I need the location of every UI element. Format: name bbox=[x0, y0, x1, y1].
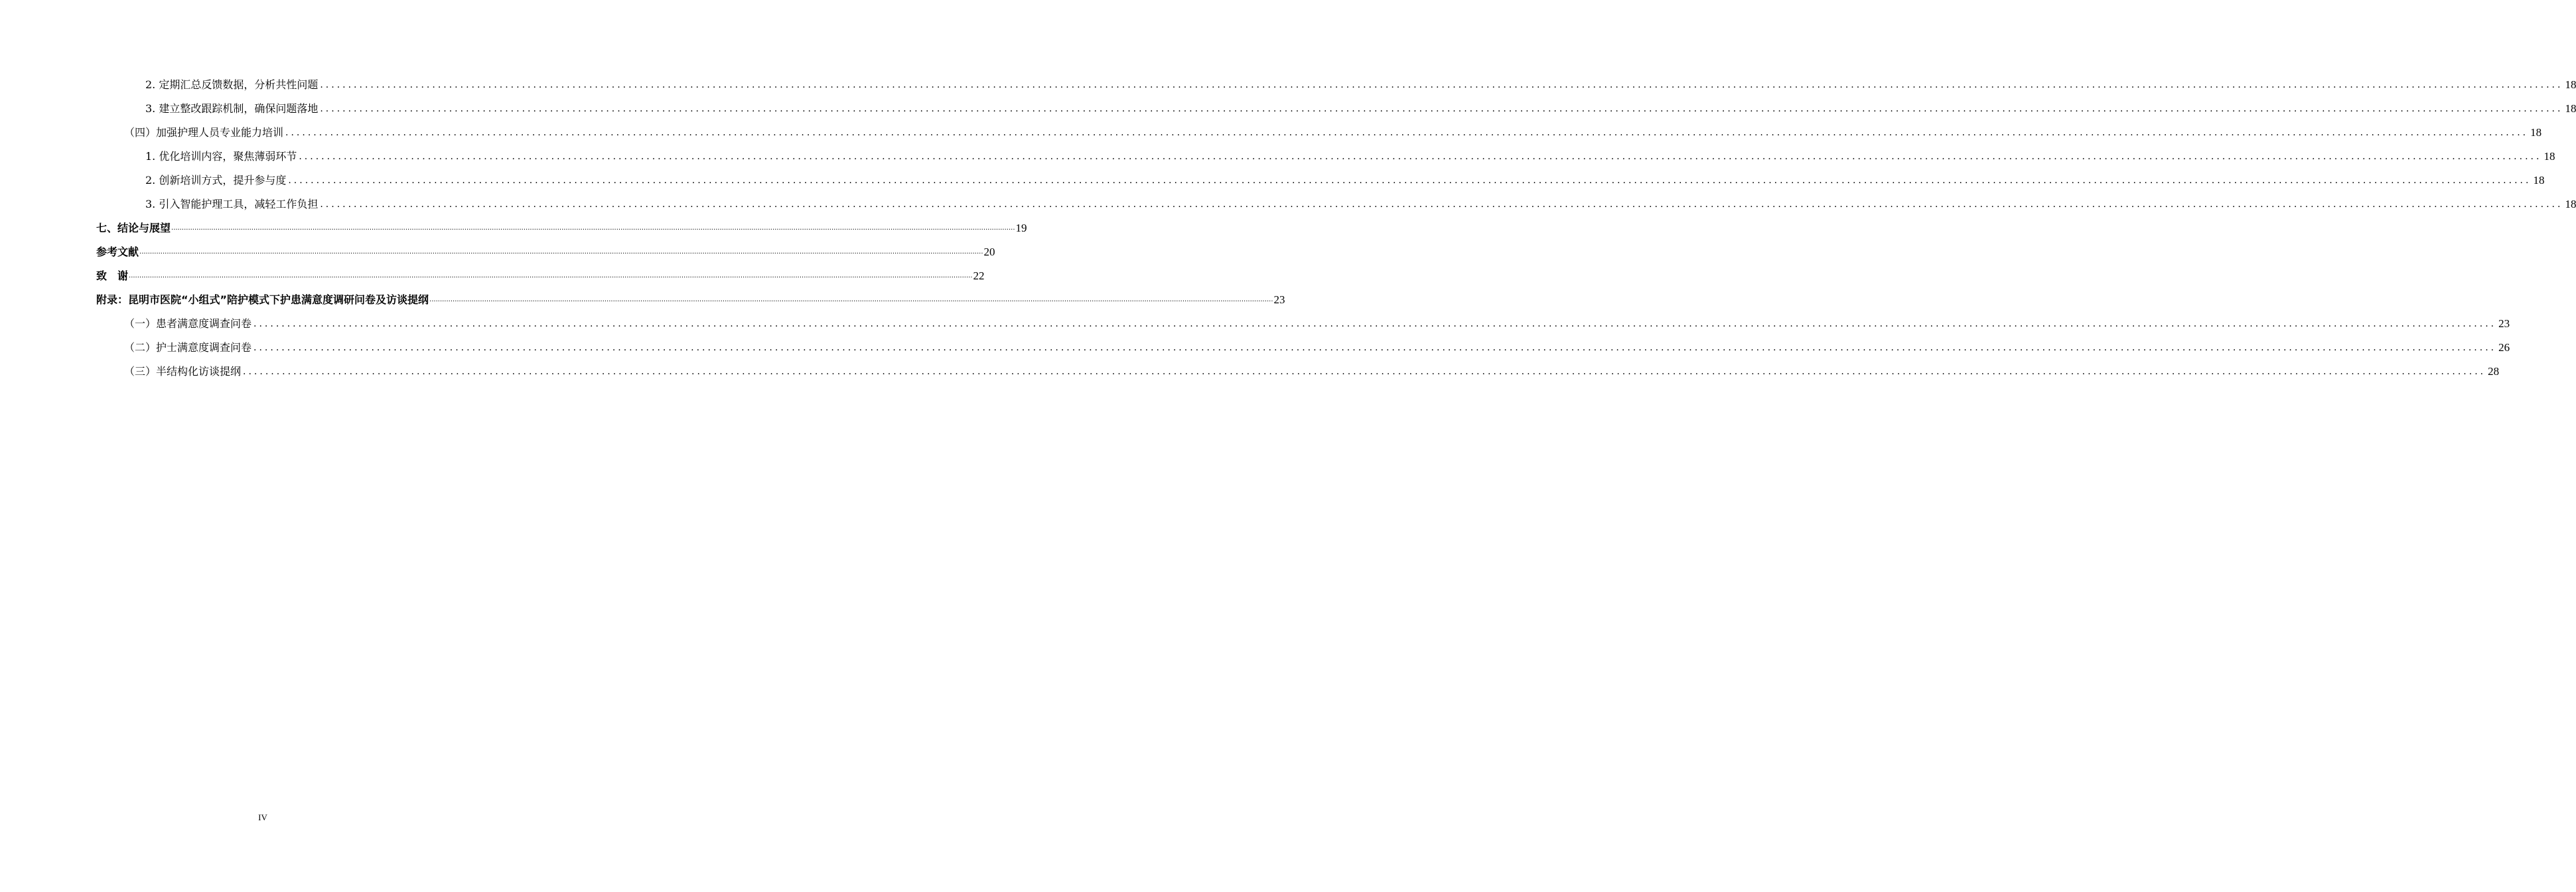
toc-entry-title: 致 谢 bbox=[96, 269, 129, 282]
toc-entry[interactable] bbox=[0, 73, 2576, 97]
toc-dot-leader: ................................................................................................................................................................................................................................................................................................................................................................................................................ bbox=[320, 199, 2563, 210]
toc-entry[interactable] bbox=[0, 97, 2576, 121]
toc-entry[interactable] bbox=[0, 216, 1027, 240]
toc-entry[interactable] bbox=[0, 121, 2542, 145]
toc-entry-page-number: 23 bbox=[2498, 317, 2510, 330]
toc-entry-page-number: 18 bbox=[2543, 150, 2555, 163]
toc-entry[interactable] bbox=[0, 312, 2510, 336]
toc-entry-page-number: 23 bbox=[1273, 293, 1285, 306]
table-of-contents bbox=[0, 73, 2576, 384]
toc-entry-page-number: 18 bbox=[2530, 126, 2542, 139]
toc-entry-title: 2. 创新培训方式，提升参与度 bbox=[145, 174, 287, 186]
toc-dot-leader: ................................................................................................................................................................................................................................................................................................................................................................................................................ bbox=[253, 342, 2497, 353]
toc-dot-leader: ................................................................................................................................................................................................................................................................................................................................................................................................................ bbox=[285, 127, 2529, 138]
toc-dot-leader: ................................................................................................................................................................................................................................................................................................................................................................................................................ bbox=[320, 80, 2563, 90]
toc-dot-leader: ................................................................................................................................................................................................................................................................................................................................................................................................................ bbox=[129, 272, 973, 279]
toc-entry-title: （二）护士满意度调查问卷 bbox=[124, 341, 252, 354]
toc-entry[interactable] bbox=[0, 169, 2545, 192]
toc-entry-page-number: 18 bbox=[2565, 102, 2576, 115]
toc-dot-leader: ................................................................................................................................................................................................................................................................................................................................................................................................................ bbox=[253, 319, 2497, 329]
toc-dot-leader: ................................................................................................................................................................................................................................................................................................................................................................................................................ bbox=[243, 366, 2486, 377]
toc-entry[interactable] bbox=[0, 264, 985, 288]
toc-dot-leader: ................................................................................................................................................................................................................................................................................................................................................................................................................ bbox=[171, 224, 1015, 232]
toc-entry-page-number: 20 bbox=[983, 246, 995, 258]
toc-entry-title: 3. 建立整改跟踪机制，确保问题落地 bbox=[145, 102, 319, 115]
toc-entry[interactable] bbox=[0, 336, 2510, 360]
toc-dot-leader: ................................................................................................................................................................................................................................................................................................................................................................................................................ bbox=[288, 175, 2532, 186]
toc-entry-page-number: 26 bbox=[2498, 341, 2510, 354]
toc-entry[interactable] bbox=[0, 145, 2555, 169]
toc-entry-title: 七、结论与展望 bbox=[96, 222, 171, 234]
toc-entry[interactable] bbox=[0, 192, 2576, 216]
toc-entry-page-number: 22 bbox=[973, 269, 985, 282]
toc-entry-page-number: 19 bbox=[1015, 222, 1027, 234]
toc-entry[interactable] bbox=[0, 360, 2500, 384]
toc-entry-title: （一）患者满意度调查问卷 bbox=[124, 317, 252, 330]
toc-entry[interactable] bbox=[0, 288, 1285, 312]
toc-entry-page-number: 18 bbox=[2533, 174, 2545, 186]
toc-dot-leader: ................................................................................................................................................................................................................................................................................................................................................................................................................ bbox=[299, 151, 2542, 162]
toc-entry-page-number: 18 bbox=[2565, 198, 2576, 210]
toc-dot-leader: ................................................................................................................................................................................................................................................................................................................................................................................................................ bbox=[429, 296, 1273, 303]
toc-entry[interactable] bbox=[0, 240, 995, 264]
page-number: IV bbox=[258, 812, 267, 822]
toc-entry-title: 参考文献 bbox=[96, 246, 139, 258]
toc-entry-title: （四）加强护理人员专业能力培训 bbox=[124, 126, 284, 139]
toc-entry-page-number: 18 bbox=[2565, 78, 2576, 91]
toc-entry-page-number: 28 bbox=[2488, 365, 2500, 378]
toc-entry-title: 1. 优化培训内容，聚焦薄弱环节 bbox=[145, 150, 297, 163]
toc-entry-title: 2. 定期汇总反馈数据，分析共性问题 bbox=[145, 78, 319, 91]
toc-dot-leader: ................................................................................................................................................................................................................................................................................................................................................................................................................ bbox=[139, 248, 983, 256]
toc-dot-leader: ................................................................................................................................................................................................................................................................................................................................................................................................................ bbox=[320, 104, 2563, 114]
toc-entry-title: 3. 引入智能护理工具，减轻工作负担 bbox=[145, 198, 319, 210]
toc-entry-title: 附录：昆明市医院“小组式”陪护模式下护患满意度调研问卷及访谈提纲 bbox=[96, 293, 429, 306]
toc-entry-title: （三）半结构化访谈提纲 bbox=[124, 365, 242, 378]
